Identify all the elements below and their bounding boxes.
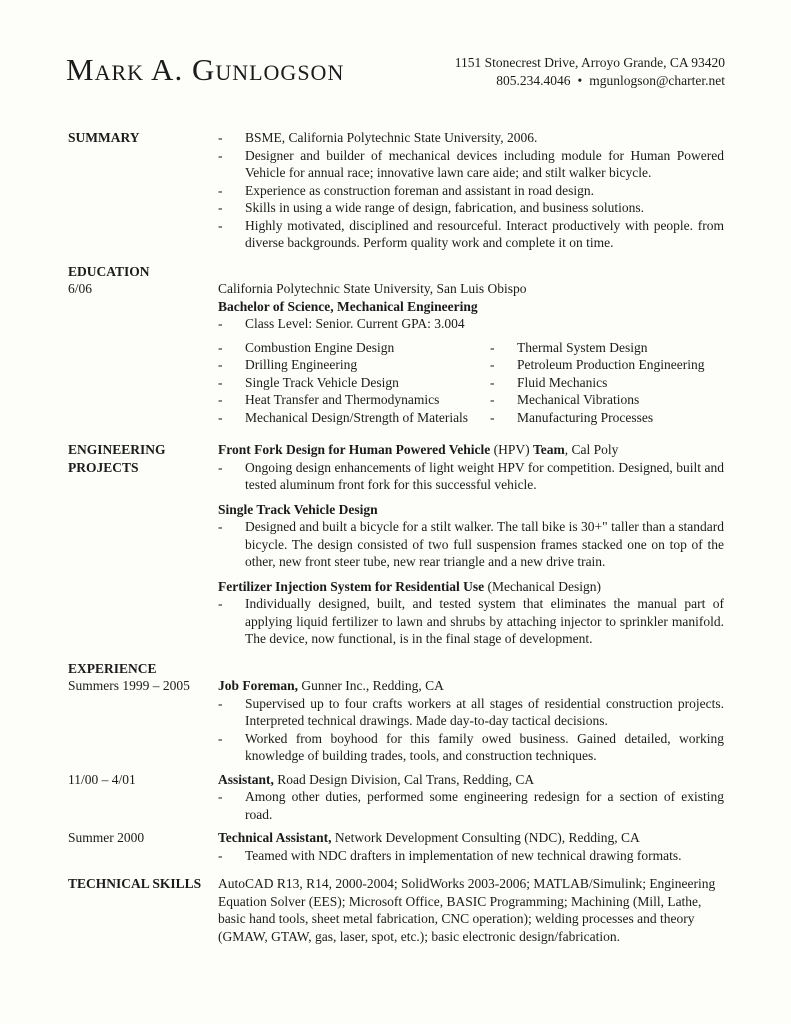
projects-content (218, 441, 724, 648)
education-school: California Polytechnic State University, San Luis Obispo (218, 281, 527, 296)
education-heading: EDUCATION (68, 263, 150, 279)
project-item (218, 501, 724, 571)
job-entry (68, 829, 724, 864)
course-item: - Single Track Vehicle Design (218, 374, 399, 390)
job-date: Summer 2000 (68, 830, 145, 845)
course-item: - Mechanical Design/Strength of Materials (218, 409, 469, 425)
job-title-line: Job Foreman, Gunner Inc., Redding, CA (218, 678, 444, 693)
bullet-dash-icon: - (218, 789, 223, 804)
bullet-dash-icon: - (218, 409, 223, 425)
summary-content (218, 129, 724, 252)
course-item: - Fluid Mechanics (490, 374, 608, 390)
course-item: - Manufacturing Processes (490, 409, 654, 425)
person-name: Mark A. Gunlogson (66, 52, 345, 87)
contact-email: mgunlogson@charter.net (589, 72, 725, 88)
bullet-dash-icon: - (218, 459, 223, 475)
bullet-dash-icon: - (218, 130, 223, 145)
summary-bullet: - Skills in using a wide range of design, fabrication, and business solutions. (218, 200, 644, 215)
job-bullet: - Teamed with NDC drafters in implementation of new technical drawing formats. (218, 847, 682, 863)
job-date: Summers 1999 – 2005 (68, 678, 190, 693)
job-bullet: - Worked from boyhood for this family owed business. Gained detailed, working knowledge of building trades, tools, and construction techniques. (218, 730, 724, 763)
course-item: - Drilling Engineering (218, 357, 358, 372)
bullet-dash-icon: - (490, 392, 495, 407)
summary-heading: SUMMARY (68, 130, 140, 145)
job-content (218, 771, 724, 824)
summary-bullet: - BSME, California Polytechnic State University, 2006. (218, 130, 538, 145)
course-list (218, 339, 724, 427)
course-item: - Thermal System Design (490, 339, 648, 355)
job-bullet: - Among other duties, performed some engineering redesign for a section of existing road. (218, 789, 724, 822)
summary-bullet: - Experience as construction foreman and assistant in road design. (218, 182, 595, 198)
bullet-dash-icon: - (490, 339, 495, 355)
course-item: - Petroleum Production Engineering (490, 357, 705, 372)
bullet-dash-icon: - (218, 200, 223, 215)
course-column-left (218, 339, 490, 427)
bullet-dash-icon: - (218, 217, 223, 233)
education-row (68, 280, 724, 426)
job-title-line: Assistant, Road Design Division, Cal Trans, Redding, CA (218, 771, 535, 787)
projects-section (68, 441, 724, 648)
experience-section (68, 660, 724, 865)
summary-section (68, 129, 724, 252)
projects-heading: ENGINEERING PROJECTS (68, 442, 166, 475)
education-class-level: - Class Level: Senior. Current GPA: 3.004 (218, 316, 465, 331)
project-item (218, 441, 724, 494)
education-content (218, 280, 724, 426)
summary-bullet: - Highly motivated, disciplined and resourceful. Interact productively with people. from diverse backgrounds. Perform quality work and complete it on time. (218, 217, 724, 250)
bullet-dash-icon: - (490, 357, 495, 372)
project-title: Front Fork Design for Human Powered Vehicle (HPV) Team, Cal Poly (218, 442, 619, 457)
bullet-dash-icon: - (218, 730, 223, 746)
job-date: 11/00 – 4/01 (68, 771, 136, 787)
project-title: Single Track Vehicle Design (218, 501, 378, 517)
project-bullet: - Individually designed, built, and tested system that eliminates the manual part of applying liquid fertilizer to lawn and shrubs by attaching injector to sprinkler manifold. The device, now functional, is in the final stage of development. (218, 596, 724, 646)
job-entry (68, 771, 724, 824)
bullet-dash-icon: - (218, 357, 223, 372)
bullet-dash-icon: - (218, 339, 223, 355)
contact-block (455, 52, 725, 89)
education-date: 6/06 (68, 281, 93, 296)
bullet-dash-icon: - (218, 316, 223, 331)
header (0, 0, 791, 89)
bullet-separator: • (577, 72, 583, 88)
job-content (218, 677, 724, 765)
education-section (68, 263, 724, 427)
contact-address: 1151 Stonecrest Drive, Arroyo Grande, CA 93420 (454, 55, 725, 70)
summary-bullet: - Designer and builder of mechanical devices including module for Human Powered Vehicle for annual race; innovative lawn care aide; and stilt walker bicycle. (218, 147, 724, 180)
bullet-dash-icon: - (218, 392, 223, 407)
project-title: Fertilizer Injection System for Residential Use (Mechanical Design) (218, 578, 602, 594)
job-bullet: - Supervised up to four crafts workers at all stages of residential construction projects. Interpreted technical drawings. Made day-to-day tactical decisions. (218, 695, 724, 728)
skills-text: AutoCAD R13, R14, 2000-2004; SolidWorks 2003-2006; MATLAB/Simulink; Engineering Equation Solver (EES); Microsoft Office, BASIC Programming; Machining (Mill, Lathe, basic hand tools, sheet metal fabrication, CNC operation); welding processes and theory (GMAW, GTAW, gas, laser, spot, etc.); basic electronic design/fabrication. (218, 876, 716, 944)
skills-heading: TECHNICAL SKILLS (68, 876, 202, 891)
bullet-dash-icon: - (218, 519, 223, 534)
bullet-dash-icon: - (218, 182, 223, 198)
job-entry (68, 677, 724, 765)
course-item: - Combustion Engine Design (218, 339, 395, 355)
contact-line2 (455, 72, 725, 90)
skills-section (68, 875, 724, 945)
bullet-dash-icon: - (218, 596, 223, 611)
course-item: - Heat Transfer and Thermodynamics (218, 392, 440, 407)
project-bullet: - Ongoing design enhancements of light weight HPV for competition. Designed, built and tested aluminum front fork for this successful vehicle. (218, 459, 724, 492)
bullet-dash-icon: - (218, 374, 223, 390)
project-bullet: - Designed and built a bicycle for a stilt walker. The tall bike is 30+" taller than a standard bicycle. The design consisted of two full suspension frames stacked one on top of the other, new front steer tube, new rear triangle and a new drive train. (218, 519, 724, 569)
experience-heading: EXPERIENCE (68, 660, 157, 676)
bullet-dash-icon: - (218, 147, 223, 163)
job-content (218, 829, 724, 864)
education-degree: Bachelor of Science, Mechanical Engineering (218, 298, 478, 314)
resume-body (0, 129, 791, 945)
bullet-dash-icon: - (490, 409, 495, 425)
bullet-dash-icon: - (490, 374, 495, 390)
job-title-line: Technical Assistant, Network Development Consulting (NDC), Redding, CA (218, 830, 640, 845)
course-column-right (490, 339, 724, 427)
project-item (218, 578, 724, 648)
course-item: - Mechanical Vibrations (490, 392, 640, 407)
contact-phone: 805.234.4046 (496, 72, 571, 88)
bullet-dash-icon: - (218, 695, 223, 711)
bullet-dash-icon: - (218, 847, 223, 863)
